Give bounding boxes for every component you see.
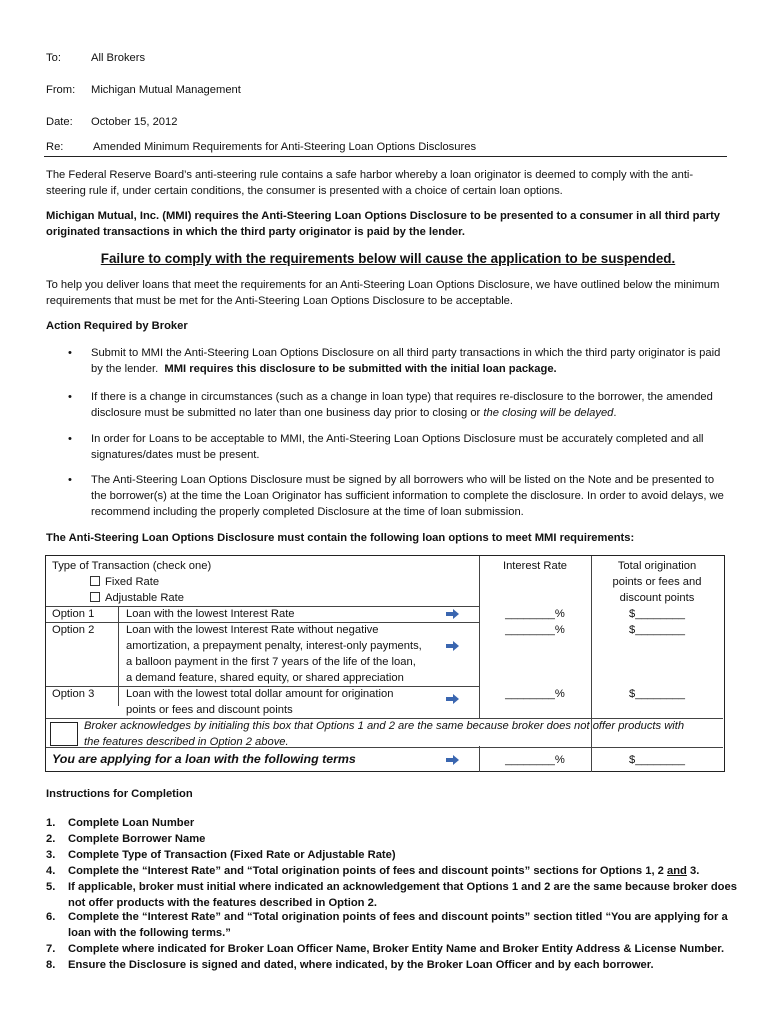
adjustable-rate-checkbox[interactable] — [90, 592, 100, 602]
bullet-4-marker: • — [68, 474, 72, 486]
bullet-1-bold: MMI requires this disclosure to be submitted with the initial loan package. — [164, 363, 557, 375]
date-label: Date: — [46, 116, 73, 128]
option-2-arrow-icon — [446, 641, 460, 651]
table-divider-label — [118, 606, 119, 706]
fixed-rate-checkbox[interactable] — [90, 576, 100, 586]
instruction-text: Complete Loan Number — [68, 817, 195, 829]
instruction-text: Complete the “Interest Rate” and “Total origination points of fees and discount points” section titled “You are applying for a loan with the following terms.” — [68, 911, 728, 939]
points-header-line-2: points or fees and — [612, 576, 702, 588]
header-divider — [44, 156, 727, 157]
option-1-rate-field[interactable]: ________% — [505, 608, 565, 620]
instruction-number: 2. — [46, 833, 56, 845]
points-header-line-1: Total origination — [617, 560, 697, 572]
instruction-text: Complete where indicated for Broker Loan Officer Name, Broker Entity Name and Broker Entity Address & License Number. — [68, 943, 725, 955]
bullet-3-text: In order for Loans to be acceptable to MMI, the Anti-Steering Loan Options Disclosure must be accurately completed and all signatures/dates must be present. — [91, 433, 704, 461]
bullet-1-text — [91, 345, 731, 377]
interest-rate-header: Interest Rate — [502, 560, 568, 572]
bullet-2-italic: the closing will be delayed — [483, 407, 614, 419]
action-heading: Action Required by Broker — [46, 320, 188, 332]
fixed-rate-label: Fixed Rate — [105, 576, 160, 588]
loan-options-table — [45, 555, 725, 772]
intro-paragraph-1: The Federal Reserve Board’s anti-steering rule contains a safe harbor whereby a loan originator is deemed to comply with the anti-steering rule if, under certain conditions, the consumer is presented with a choice of certain loan options. — [46, 169, 694, 197]
option-2-label: Option 2 — [52, 624, 95, 636]
instruction-text: If applicable, broker must initial where indicated an acknowledgement that Options 1 and 2 are the same because broker does not offer products with the features described in Option 2. — [68, 881, 737, 909]
from-value: Michigan Mutual Management — [91, 84, 241, 96]
points-header-line-3: discount points — [619, 592, 695, 604]
to-value: All Brokers — [91, 52, 146, 64]
applying-points-field[interactable]: $________ — [629, 754, 685, 766]
option-1-arrow-icon — [446, 609, 460, 619]
option-2-description-4: a demand feature, shared equity, or shared appreciation — [126, 672, 404, 684]
bullet-4-text: The Anti-Steering Loan Options Disclosure must be signed by all borrowers who will be listed on the Note and be presented to the borrower(s) at the time the Loan Originator has sufficient information to complete the disclosure. In order to avoid delays, we recommend including the properly completed Disclosure at the time of loan submission. — [91, 474, 724, 518]
fixed-rate-option[interactable] — [90, 574, 159, 590]
option-3-description-2: points or fees and discount points — [126, 704, 293, 716]
instructions-heading: Instructions for Completion — [46, 788, 193, 800]
option-2-rate-field[interactable]: ________% — [505, 624, 565, 636]
instruction-number: 8. — [46, 959, 56, 971]
instruction-number: 3. — [46, 849, 56, 861]
instruction-number: 6. — [46, 911, 56, 923]
bullet-2-end: . — [613, 407, 617, 419]
instruction-number: 4. — [46, 865, 56, 877]
applying-terms-label: You are applying for a loan with the following terms — [52, 752, 356, 766]
option-1-description: Loan with the lowest Interest Rate — [126, 608, 295, 620]
intro-paragraph-2: Michigan Mutual, Inc. (MMI) requires the Anti-Steering Loan Options Disclosure to be presented to a consumer in all third party originated transactions in which the third party originator is paid by the lender. — [46, 210, 721, 238]
broker-acknowledgement-line-1: Broker acknowledges by initialing this box that Options 1 and 2 are the same because broker does not offer products with — [84, 720, 685, 732]
option-3-description-1: Loan with the lowest total dollar amount for origination — [126, 688, 394, 700]
instruction-text: Complete Type of Transaction (Fixed Rate or Adjustable Rate) — [68, 849, 396, 861]
adjustable-rate-option[interactable] — [90, 590, 184, 606]
instruction-text: Complete Borrower Name — [68, 833, 206, 845]
intro-paragraph-3: To help you deliver loans that meet the requirements for an Anti-Steering Loan Options Disclosure, we have outlined below the minimum requirements that must be met for the Anti-Steering Loan Options Disclosure to be acceptable. — [46, 279, 720, 307]
option-3-label: Option 3 — [52, 688, 95, 700]
from-label: From: — [46, 84, 76, 96]
instruction-text-underlined: and — [667, 865, 687, 877]
broker-initial-box[interactable] — [50, 722, 78, 746]
table-intro: The Anti-Steering Loan Options Disclosure must contain the following loan options to meet MMI requirements: — [46, 532, 635, 544]
option-3-points-field[interactable]: $________ — [629, 688, 685, 700]
option-2-description-2: amortization, a prepayment penalty, interest-only payments, — [126, 640, 422, 652]
re-value: Amended Minimum Requirements for Anti-Steering Loan Options Disclosures — [93, 141, 477, 153]
date-value: October 15, 2012 — [91, 116, 178, 128]
bullet-2-body: If there is a change in circumstances (such as a change in loan type) that requires re-disclosure to the borrower, the amended disclosure must be submitted no later than one business day prior to closing or — [91, 391, 713, 419]
bullet-2-text — [91, 389, 731, 421]
applying-rate-field[interactable]: ________% — [505, 754, 565, 766]
applying-arrow-icon — [446, 755, 460, 765]
instruction-number: 1. — [46, 817, 56, 829]
instruction-text-end: 3. — [686, 865, 700, 877]
bullet-1-body: Submit to MMI the Anti-Steering Loan Options Disclosure on all third party transactions in which the third party originator is paid by the lender. — [91, 347, 721, 375]
to-label: To: — [46, 52, 61, 64]
suspension-warning: Failure to comply with the requirements below will cause the application to be suspended. — [100, 251, 676, 266]
instruction-text — [68, 863, 738, 879]
re-label: Re: — [46, 141, 64, 153]
option-2-points-field[interactable]: $________ — [629, 624, 685, 636]
bullet-1-marker: • — [68, 347, 72, 359]
option-1-points-field[interactable]: $________ — [629, 608, 685, 620]
bullet-2-marker: • — [68, 391, 72, 403]
option-2-description-3: a balloon payment in the first 7 years of the life of the loan, — [126, 656, 416, 668]
bullet-3-marker: • — [68, 433, 72, 445]
option-3-arrow-icon — [446, 694, 460, 704]
type-label: Type of Transaction (check one) — [52, 560, 212, 572]
option-3-rate-field[interactable]: ________% — [505, 688, 565, 700]
instruction-text-start: Complete the “Interest Rate” and “Total origination points of fees and discount points” sections for Options 1, 2 — [68, 865, 667, 877]
instruction-text: Ensure the Disclosure is signed and dated, where indicated, by the Broker Loan Officer and by each borrower. — [68, 959, 654, 971]
instruction-number: 7. — [46, 943, 56, 955]
broker-acknowledgement-line-2: the features described in Option 2 above. — [84, 736, 289, 748]
option-2-description-1: Loan with the lowest Interest Rate without negative — [126, 624, 379, 636]
option-1-label: Option 1 — [52, 608, 95, 620]
adjustable-rate-label: Adjustable Rate — [105, 592, 184, 604]
instruction-number: 5. — [46, 881, 56, 893]
